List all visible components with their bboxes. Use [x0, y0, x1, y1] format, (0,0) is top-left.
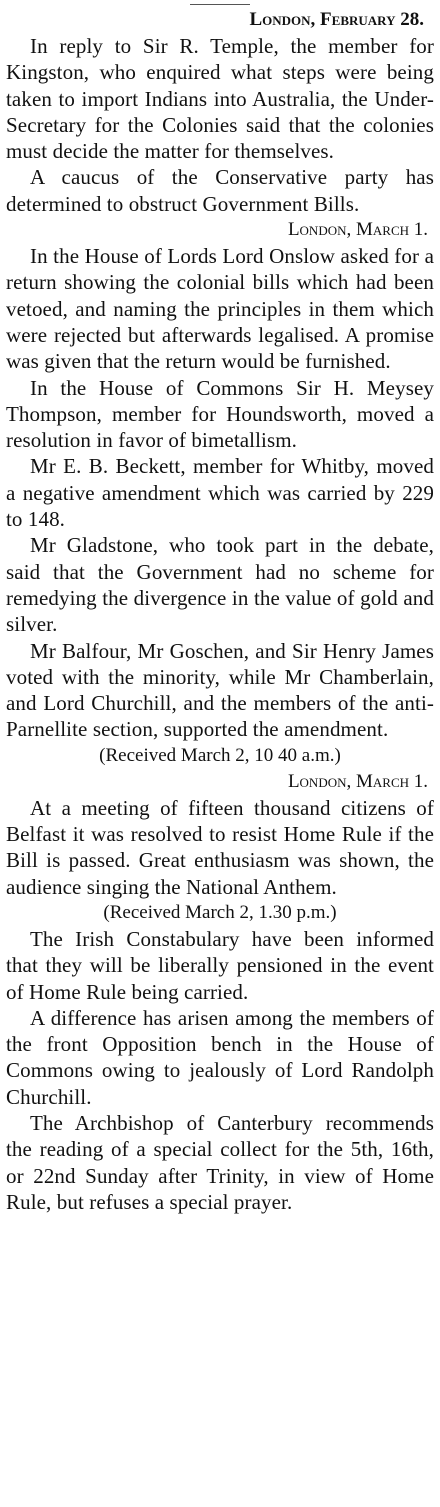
paragraph-gladstone: Mr Gladstone, who took part in the debate, said that the Government had no scheme for remedying the divergence in the value of gold and silver. — [6, 533, 434, 637]
paragraph-belfast-meeting: At a meeting of fifteen thousand citizens of Belfast it was resolved to resist Home Rule if the Bill is passed. Great enthusiasm was shown, the audience singing the National Anthem. — [6, 795, 434, 899]
paragraph-archbishop: The Archbishop of Canterbury recommends the reading of a special collect for the 5th, 16th, or 22nd Sunday after Trinity, in view of Home Rule, but refuses a special prayer. — [6, 1110, 434, 1214]
paragraph-opposition-difference: A difference has arisen among the members of the front Opposition bench in the House of Commons owing to jealously of Lord Randolph Churchill. — [6, 1005, 434, 1109]
paragraph-balfour-minority: Mr Balfour, Mr Goschen, and Sir Henry James voted with the minority, while Mr Chamberlain, and Lord Churchill, and the members of the anti-Parnellite section, supported the amendment. — [6, 638, 434, 742]
top-rule — [190, 4, 250, 5]
paragraph-irish-constabulary: The Irish Constabulary have been informed that they will be liberally pensioned in the event of Home Rule being carried. — [6, 926, 434, 1004]
received-notice-130: (Received March 2, 1.30 p.m.) — [103, 901, 337, 923]
paragraph-house-of-commons: In the House of Commons Sir H. Meysey Thompson, member for Houndsworth, moved a resolution in favor of bimetallism. — [6, 375, 434, 453]
dateline-mar-1: London, March 1. — [287, 219, 428, 241]
dateline-feb-28: London, February 28. — [249, 9, 424, 30]
dateline-mar-1-second: London, March 1. — [287, 770, 428, 792]
paragraph-temple-reply: In reply to Sir R. Temple, the member for Kingston, who enquired what steps were being taken to import Indians into Australia, the Under-Secretary for the Colonies said that the colonies must decide the matter for themselves. — [6, 34, 434, 164]
paragraph-house-of-lords: In the House of Lords Lord Onslow asked for a return showing the colonial bills which had been vetoed, and naming the principles in them which were rejected but afterwards legalised. A promise was given that the return would be furnished. — [6, 244, 434, 374]
paragraph-beckett-amendment: Mr E. B. Beckett, member for Whitby, moved a negative amendment which was carried by 229 to 148. — [6, 454, 434, 532]
received-notice-1040: (Received March 2, 10 40 a.m.) — [99, 744, 341, 766]
paragraph-conservative-caucus: A caucus of the Conservative party has determined to obstruct Government Bills. — [6, 165, 434, 216]
